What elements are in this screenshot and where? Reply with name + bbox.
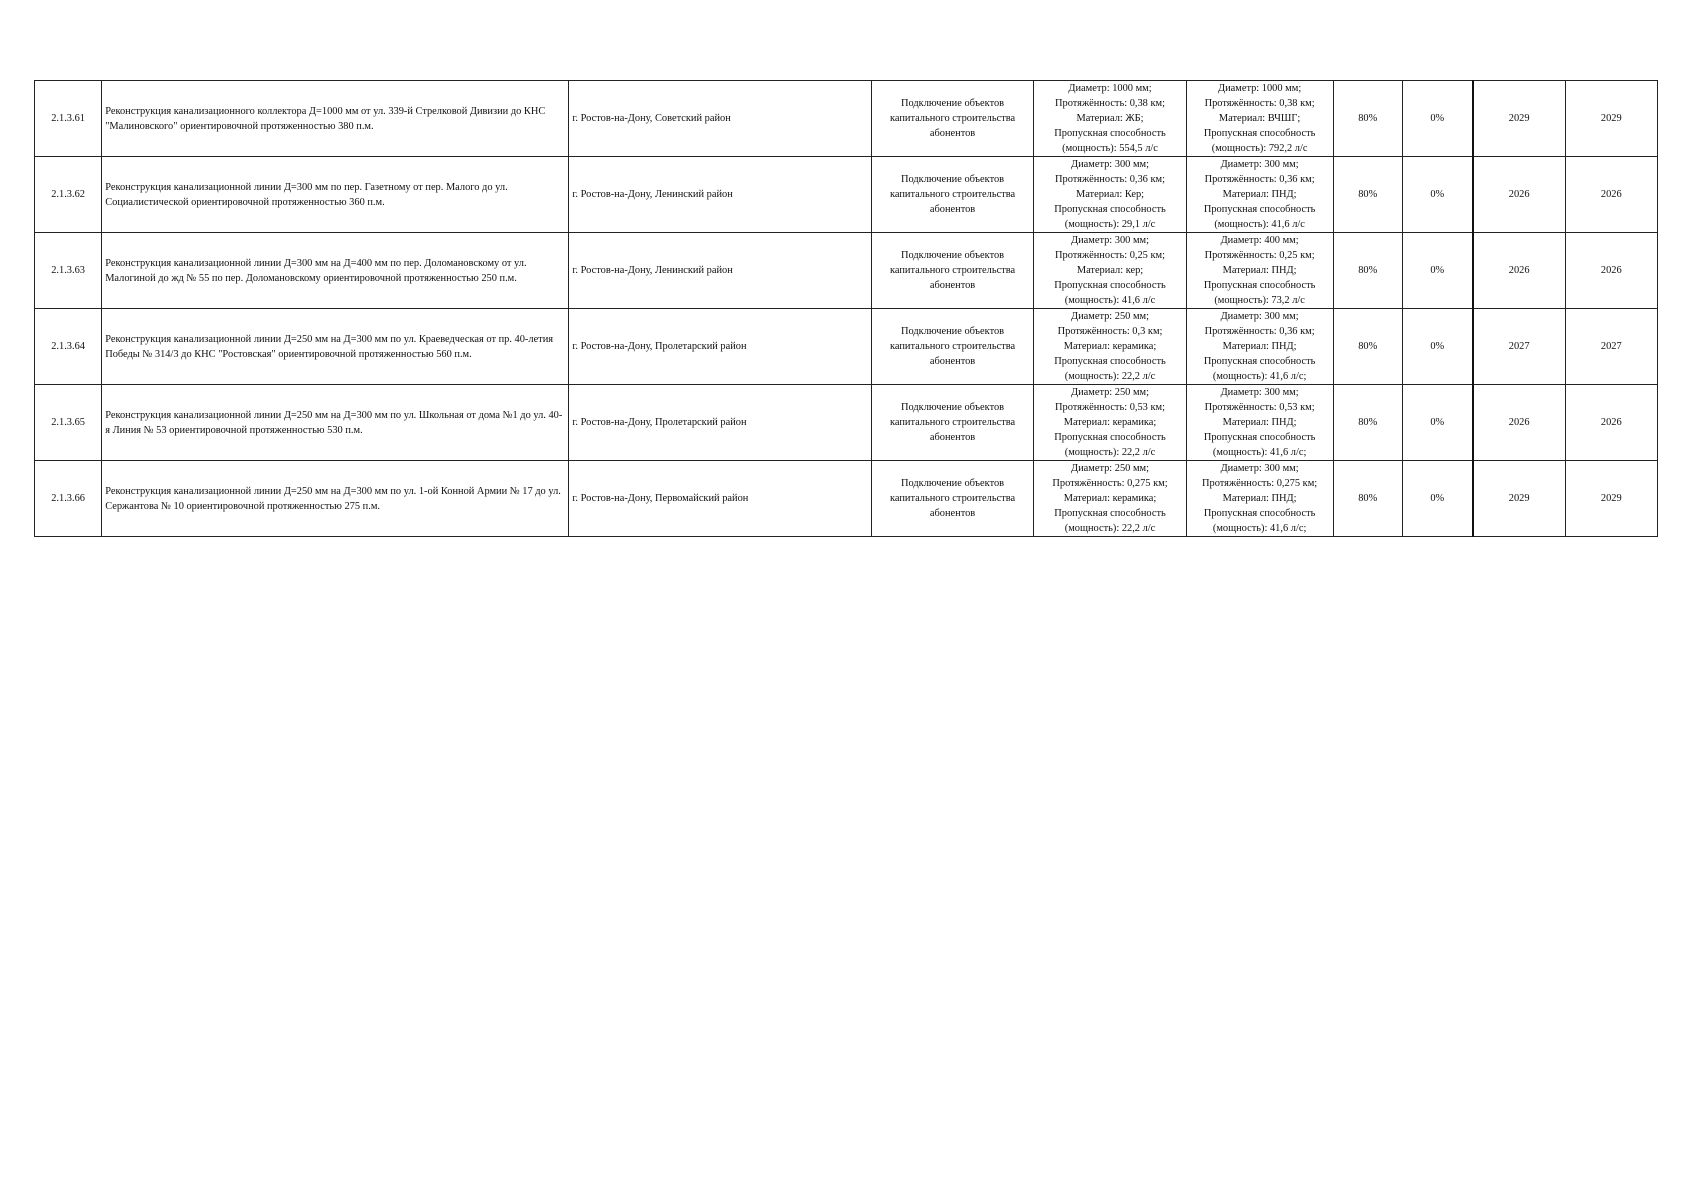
table-row [35, 461, 1658, 537]
year-end: 2026 [1565, 157, 1657, 233]
parameter-line: Протяжённость: 0,38 км; [1204, 98, 1315, 109]
project-purpose: Подключение объектов капитального строительства абонентов [871, 385, 1034, 461]
parameter-line: Пропускная способность [1203, 204, 1316, 215]
year-end: 2027 [1565, 309, 1657, 385]
project-purpose: Подключение объектов капитального строительства абонентов [871, 81, 1034, 157]
parameters-before [1034, 309, 1186, 385]
parameters-before [1034, 81, 1186, 157]
project-name: Реконструкция канализационной линии Д=250 мм на Д=300 мм по ул. Школьная от дома №1 до ул. 40-я Линия № 53 ориентировочной протяженностью 530 п.м. [102, 385, 569, 461]
table-row [35, 309, 1658, 385]
parameter-line: (мощность): 29,1 л/с [1064, 219, 1156, 230]
parameter-line: Протяжённость: 0,38 км; [1055, 98, 1165, 109]
project-purpose: Подключение объектов капитального строительства абонентов [871, 157, 1034, 233]
year-end: 2029 [1565, 81, 1657, 157]
parameter-line: Диаметр: 1000 мм; [1218, 83, 1302, 94]
parameter-line: Диаметр: 250 мм; [1071, 463, 1150, 474]
year-start: 2029 [1473, 81, 1565, 157]
percent-secondary: 0% [1402, 157, 1472, 233]
parameters-after [1186, 309, 1333, 385]
parameter-line: (мощность): 792,2 л/с [1211, 143, 1308, 154]
parameter-line: Материал: ВЧШГ; [1218, 113, 1301, 124]
project-address: г. Ростов-на-Дону, Первомайский район [569, 461, 871, 537]
parameter-line: Пропускная способность [1054, 508, 1166, 519]
parameter-line: Материал: ПНД; [1222, 265, 1297, 276]
row-number: 2.1.3.65 [35, 385, 102, 461]
parameter-line: Пропускная способность [1203, 280, 1316, 291]
project-name: Реконструкция канализационной линии Д=250 мм на Д=300 мм по ул. Краеведческая от пр. 40-летия Победы № 314/3 до КНС "Ростовская" ориентировочной протяженностью 560 п.м. [102, 309, 569, 385]
parameter-line: (мощность): 22,2 л/с [1064, 523, 1156, 534]
percent-primary: 80% [1333, 385, 1402, 461]
parameter-line: Пропускная способность [1203, 128, 1316, 139]
parameters-after [1186, 157, 1333, 233]
year-start: 2027 [1473, 309, 1565, 385]
parameter-line: Диаметр: 300 мм; [1220, 311, 1299, 322]
parameter-line: (мощность): 41,6 л/с; [1212, 523, 1307, 534]
project-name: Реконструкция канализационной линии Д=250 мм на Д=300 мм по ул. 1-ой Конной Армии № 17 до ул. Сержантова № 10 ориентировочной протяженностью 275 п.м. [102, 461, 569, 537]
parameter-line: Протяжённость: 0,3 км; [1057, 326, 1163, 337]
parameter-line: (мощность): 41,6 л/с; [1212, 447, 1307, 458]
parameter-line: Диаметр: 300 мм; [1071, 159, 1150, 170]
parameter-line: Протяжённость: 0,36 км; [1055, 174, 1165, 185]
parameter-line: (мощность): 73,2 л/с [1214, 295, 1305, 306]
parameter-line: Диаметр: 250 мм; [1071, 311, 1150, 322]
year-start: 2029 [1473, 461, 1565, 537]
row-number: 2.1.3.62 [35, 157, 102, 233]
parameter-line: Протяжённость: 0,25 км; [1204, 250, 1315, 261]
parameters-before [1034, 461, 1186, 537]
percent-secondary: 0% [1402, 81, 1472, 157]
percent-secondary: 0% [1402, 309, 1472, 385]
percent-secondary: 0% [1402, 385, 1472, 461]
percent-primary: 80% [1333, 233, 1402, 309]
parameter-line: Протяжённость: 0,25 км; [1055, 250, 1165, 261]
parameter-line: (мощность): 41,6 л/с [1064, 295, 1156, 306]
row-number: 2.1.3.61 [35, 81, 102, 157]
parameters-before [1034, 385, 1186, 461]
parameter-line: Протяжённость: 0,275 км; [1202, 478, 1318, 489]
document-sheet [34, 80, 1658, 537]
parameter-line: Пропускная способность [1054, 128, 1166, 139]
year-end: 2026 [1565, 385, 1657, 461]
parameters-before [1034, 157, 1186, 233]
year-start: 2026 [1473, 233, 1565, 309]
parameter-line: Пропускная способность [1203, 356, 1316, 367]
parameter-line: Пропускная способность [1054, 356, 1166, 367]
parameter-line: (мощность): 554,5 л/с [1062, 143, 1158, 154]
parameter-line: Протяжённость: 0,53 км; [1055, 402, 1165, 413]
project-purpose: Подключение объектов капитального строительства абонентов [871, 461, 1034, 537]
percent-primary: 80% [1333, 157, 1402, 233]
project-name: Реконструкция канализационной линии Д=300 мм по пер. Газетному от пер. Малого до ул. Социалистической ориентировочной протяженностью 360 п.м. [102, 157, 569, 233]
parameter-line: Пропускная способность [1054, 432, 1166, 443]
parameter-line: Пропускная способность [1203, 508, 1316, 519]
project-address: г. Ростов-на-Дону, Пролетарский район [569, 309, 871, 385]
row-number: 2.1.3.63 [35, 233, 102, 309]
parameter-line: Пропускная способность [1054, 204, 1166, 215]
parameter-line: (мощность): 41,6 л/с; [1212, 371, 1307, 382]
parameter-line: Материал: керамика; [1063, 493, 1157, 504]
parameter-line: Диаметр: 300 мм; [1220, 387, 1299, 398]
parameter-line: (мощность): 22,2 л/с [1064, 371, 1156, 382]
project-name: Реконструкция канализационной линии Д=300 мм на Д=400 мм по пер. Доломановскому от ул. Малогиной до жд № 55 по пер. Доломановскому ориентировочной протяженностью 250 п.м. [102, 233, 569, 309]
parameter-line: Диаметр: 1000 мм; [1068, 83, 1152, 94]
project-address: г. Ростов-на-Дону, Советский район [569, 81, 871, 157]
parameter-line: Протяжённость: 0,36 км; [1204, 326, 1315, 337]
parameter-line: Диаметр: 300 мм; [1220, 159, 1299, 170]
year-start: 2026 [1473, 385, 1565, 461]
table-body [35, 81, 1658, 537]
parameter-line: Материал: ПНД; [1222, 493, 1297, 504]
row-number: 2.1.3.64 [35, 309, 102, 385]
parameter-line: Диаметр: 300 мм; [1071, 235, 1150, 246]
parameter-line: Материал: керамика; [1063, 341, 1157, 352]
project-address: г. Ростов-на-Дону, Ленинский район [569, 233, 871, 309]
parameter-line: Протяжённость: 0,53 км; [1204, 402, 1315, 413]
row-number: 2.1.3.66 [35, 461, 102, 537]
project-name: Реконструкция канализационного коллектора Д=1000 мм от ул. 339-й Стрелковой Дивизии до КНС "Малиновского" ориентировочной протяженностью 380 п.м. [102, 81, 569, 157]
parameter-line: Материал: кер; [1076, 265, 1144, 276]
parameter-line: Протяжённость: 0,275 км; [1052, 478, 1168, 489]
parameter-line: Материал: ПНД; [1222, 417, 1297, 428]
project-purpose: Подключение объектов капитального строительства абонентов [871, 233, 1034, 309]
parameter-line: Диаметр: 250 мм; [1071, 387, 1150, 398]
project-address: г. Ростов-на-Дону, Ленинский район [569, 157, 871, 233]
percent-secondary: 0% [1402, 461, 1472, 537]
year-end: 2029 [1565, 461, 1657, 537]
works-table [34, 80, 1658, 537]
parameters-after [1186, 385, 1333, 461]
year-end: 2026 [1565, 233, 1657, 309]
table-row [35, 233, 1658, 309]
parameter-line: Материал: ПНД; [1222, 189, 1297, 200]
parameter-line: Материал: ПНД; [1222, 341, 1297, 352]
parameter-line: (мощность): 41,6 л/с [1214, 219, 1305, 230]
parameters-after [1186, 461, 1333, 537]
table-row [35, 157, 1658, 233]
percent-primary: 80% [1333, 81, 1402, 157]
parameter-line: Диаметр: 300 мм; [1220, 463, 1299, 474]
table-row [35, 81, 1658, 157]
parameter-line: Материал: Кер; [1075, 189, 1145, 200]
parameter-line: (мощность): 22,2 л/с [1064, 447, 1156, 458]
parameter-line: Материал: керамика; [1063, 417, 1157, 428]
parameter-line: Пропускная способность [1203, 432, 1316, 443]
project-purpose: Подключение объектов капитального строительства абонентов [871, 309, 1034, 385]
parameters-after [1186, 233, 1333, 309]
percent-primary: 80% [1333, 309, 1402, 385]
year-start: 2026 [1473, 157, 1565, 233]
parameter-line: Материал: ЖБ; [1076, 113, 1144, 124]
project-address: г. Ростов-на-Дону, Пролетарский район [569, 385, 871, 461]
parameter-line: Протяжённость: 0,36 км; [1204, 174, 1315, 185]
parameters-before [1034, 233, 1186, 309]
percent-primary: 80% [1333, 461, 1402, 537]
parameter-line: Пропускная способность [1054, 280, 1166, 291]
parameters-after [1186, 81, 1333, 157]
percent-secondary: 0% [1402, 233, 1472, 309]
parameter-line: Диаметр: 400 мм; [1220, 235, 1299, 246]
table-row [35, 385, 1658, 461]
